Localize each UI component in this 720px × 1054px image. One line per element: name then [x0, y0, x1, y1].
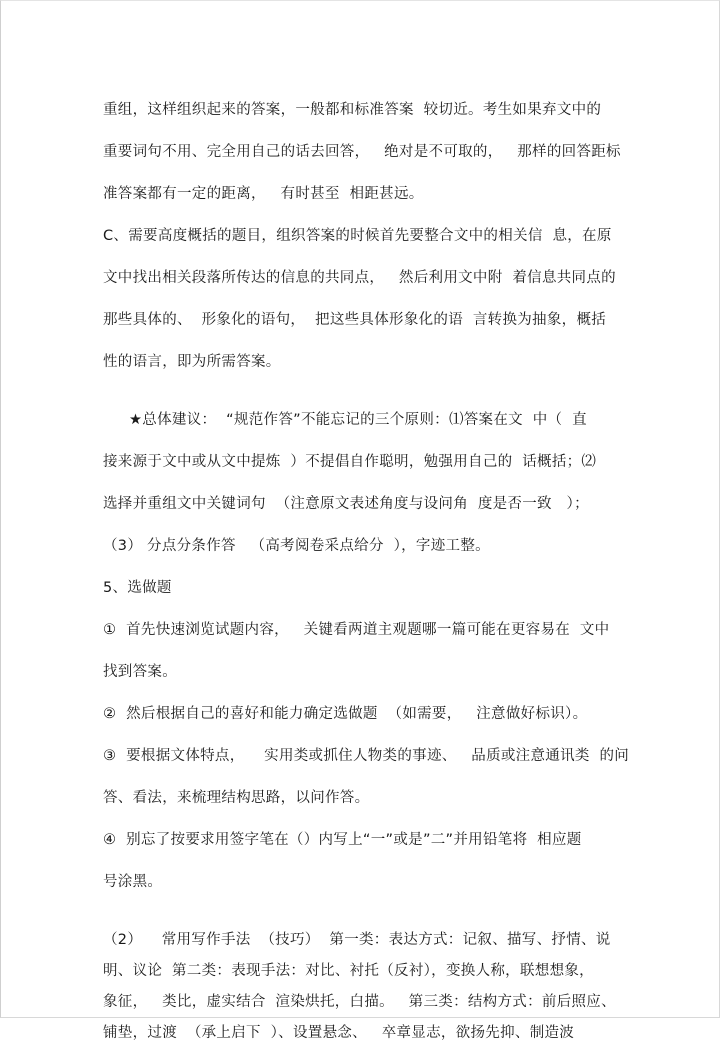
list-item: ④ 别忘了按要求用签字笔在（）内写上“一”或是”二”并用铅笔将 相应题 [103, 832, 582, 848]
text-line: 文中找出相关段落所传达的信息的共同点， 然后利用文中附 着信息共同点的 [103, 270, 616, 286]
text-line: 性的语言，即为所需答案。 [103, 354, 281, 370]
text-line: 重组，这样组织起来的答案，一般都和标准答案 较切近。考生如果弃文中的 [103, 102, 602, 118]
list-item-continued: 号涂黑。 [103, 874, 163, 890]
list-item: ② 然后根据自己的喜好和能力确定选做题 （如需要， 注意做好标识）。 [103, 706, 588, 722]
text-line: 重要词句不用、完全用自己的话去回答， 绝对是不可取的， 那样的回答距标 [103, 144, 621, 160]
list-item-continued: 答、看法，来梳理结构思路，以问作答。 [103, 790, 370, 806]
text-line: C、需要高度概括的题目，组织答案的时候首先要整合文中的相关信 息，在原 [103, 228, 612, 244]
text-line: 明、议论 第二类：表现手法：对比、衬托（反衬），变换人称，联想想象， [103, 963, 594, 979]
text-line: 选择并重组文中关键词句 （注意原文表述角度与设问角 度是否一致 ）； [103, 496, 589, 512]
list-item-continued: 找到答案。 [103, 664, 177, 680]
text-line: 那些具体的、 形象化的语句， 把这些具体形象化的语 言转换为抽象，概括 [103, 312, 607, 328]
text-line: （2） 常用写作手法 （技巧） 第一类：表达方式：记叙、描写、抒情、说 [103, 932, 611, 948]
text-line: 铺垫，过渡 （承上启下 ）、设置悬念、 卒章显志，欲扬先抑、制造波 [103, 1025, 575, 1041]
text-line: （3） 分点分条作答 （高考阅卷采点给分 ），字迹工整。 [103, 538, 490, 554]
document-body [103, 100, 630, 1054]
summary-advice-line: ★总体建议： “规范作答”不能忘记的三个原则：⑴答案在文 中（ 直 [129, 412, 587, 428]
list-item: ③ 要根据文体特点， 实用类或抓住人物类的事迹、 品质或注意通讯类 的问 [103, 748, 630, 764]
text-line: 接来源于文中或从文中提炼 ）不提倡自作聪明，勉强用自己的 话概括；⑵ [103, 454, 597, 470]
section-heading: 5、选做题 [103, 580, 172, 596]
text-line: 象征， 类比，虚实结合 渲染烘托，白描。 第三类：结构方式：前后照应、 [103, 994, 616, 1010]
text-line: 准答案都有一定的距离， 有时甚至 相距甚远。 [103, 186, 424, 202]
list-item: ① 首先快速浏览试题内容， 关键看两道主观题哪一篇可能在更容易在 文中 [103, 622, 610, 638]
